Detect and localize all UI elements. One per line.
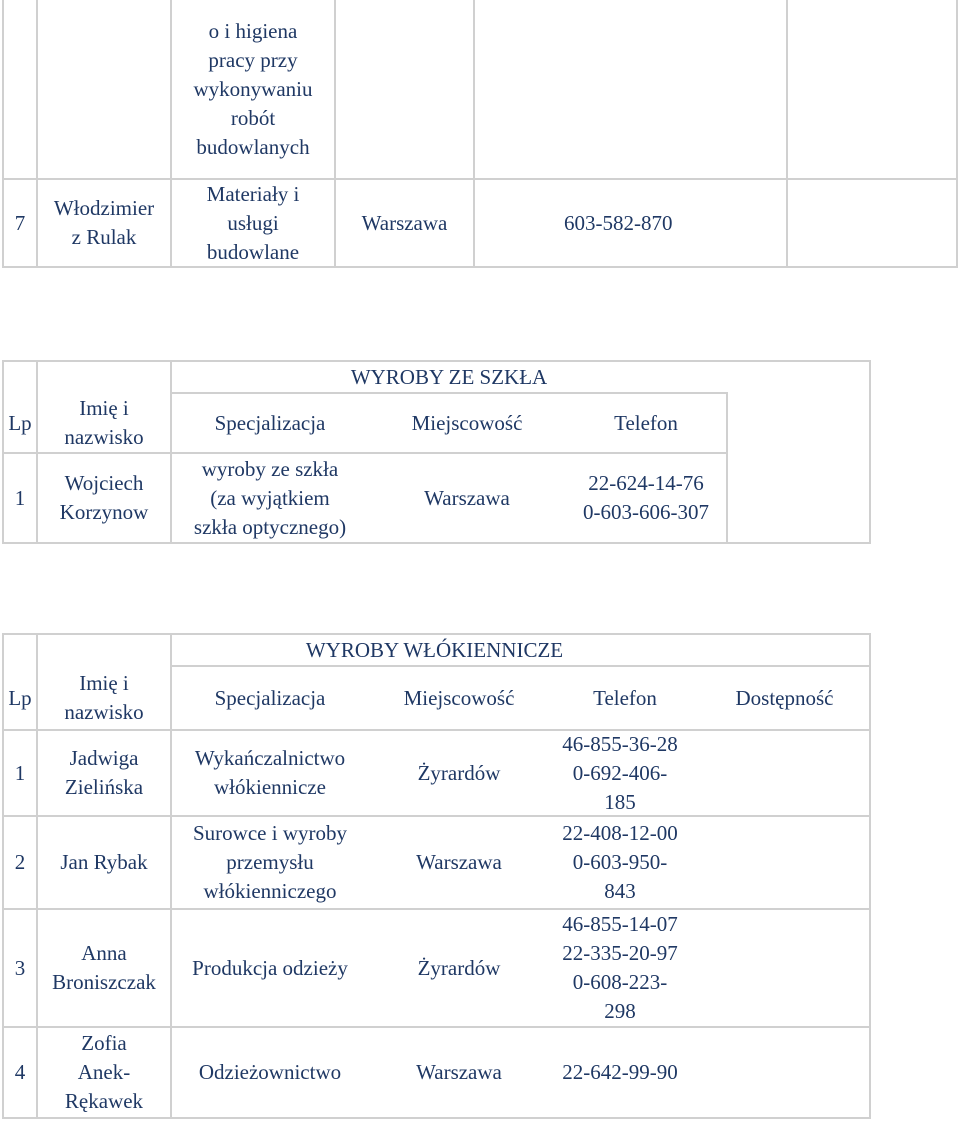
header-spec: Specjalizacja (214, 685, 326, 710)
header-city: Miejscowość (403, 685, 515, 710)
row-phone: 22-642-99-90 (562, 1060, 678, 1084)
row-name: Jadwiga Zielińska (64, 746, 144, 799)
header-phone: Telefon (614, 410, 678, 435)
row-name: Wojciech Korzynow (59, 471, 149, 524)
row-spec: Produkcja odzieży (192, 955, 348, 980)
table-title: WYROBY WŁÓKIENNICZE (305, 637, 564, 662)
row-city: Warszawa (424, 485, 510, 510)
row-phone: 603-582-870 (564, 210, 673, 235)
header-lp: Lp (8, 685, 32, 710)
row-name: Anna Broniszczak (52, 941, 156, 994)
continued-spec-line: budowlanych (196, 134, 310, 159)
row-city: Warszawa (416, 1060, 502, 1084)
header-city: Miejscowość (411, 410, 523, 435)
row-city: Warszawa (416, 850, 502, 874)
header-name: Imię i nazwisko (64, 396, 144, 449)
row-phone: 22-408-12-00 0-603-950- 843 (562, 821, 678, 903)
row-phone: 46-855-14-07 22-335-20-97 0-608-223- 298 (562, 912, 678, 1023)
row-spec: wyroby ze szkła (za wyjątkiem szkła optycznego) (193, 456, 347, 539)
header-name: Imię i nazwisko (64, 671, 144, 724)
row-lp: 1 (14, 485, 26, 510)
row-spec: Surowce i wyroby przemysłu włókienniczego (193, 821, 347, 903)
row-phone: 22-624-14-76 0-603-606-307 (583, 471, 709, 524)
continued-spec-cell (172, 4, 334, 174)
row-spec: Wykańczalnictwo włókiennicze (194, 746, 346, 799)
continued-spec-line: wykonywaniu (193, 76, 313, 101)
row-name: Jan Rybak (60, 850, 148, 874)
table-title: WYROBY ZE SZKŁA (350, 364, 548, 389)
row-city: Żyrardów (417, 760, 501, 785)
row-lp: 4 (14, 1060, 26, 1084)
continued-spec-line: o i higiena (208, 18, 298, 43)
continued-spec-line: pracy przy (208, 47, 298, 72)
header-lp: Lp (8, 410, 32, 435)
row-lp: 1 (14, 760, 26, 785)
header-phone: Telefon (593, 685, 657, 710)
continued-spec-line: robót (230, 105, 276, 130)
row-city: Żyrardów (417, 955, 501, 980)
row-name: Zofia Anek- Rękawek (64, 1031, 144, 1113)
row-city: Warszawa (361, 210, 448, 235)
row-spec: Odzieżownictwo (198, 1060, 342, 1084)
row-lp: 2 (14, 850, 26, 874)
row-spec: Materiały i usługi budowlane (206, 181, 300, 264)
row-lp: 3 (14, 955, 26, 980)
header-spec: Specjalizacja (214, 410, 326, 435)
row-name: Włodzimier z Rulak (53, 196, 155, 249)
row-phone: 46-855-36-28 0-692-406- 185 (562, 731, 678, 814)
row-lp: 7 (14, 210, 26, 235)
header-availability: Dostępność (735, 685, 834, 710)
